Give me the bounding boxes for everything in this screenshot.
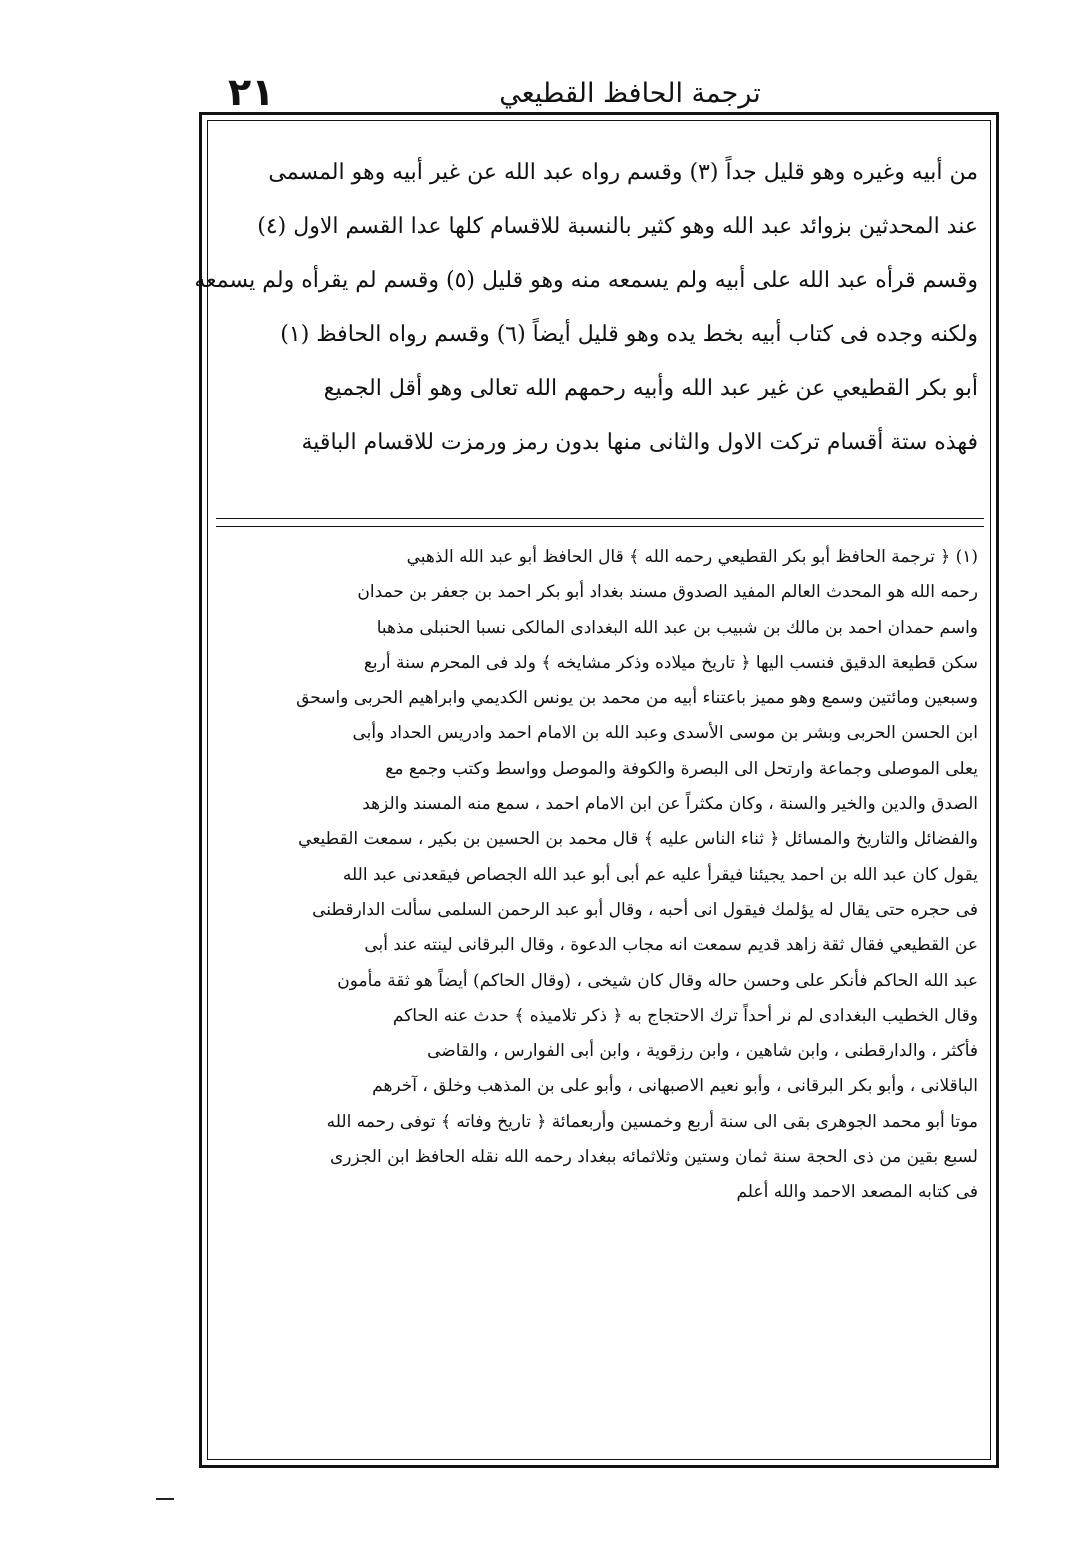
- footnote-line: يعلى الموصلى وجماعة وارتحل الى البصرة والكوفة والموصل وواسط وكتب وجمع مع: [385, 758, 978, 779]
- footnote-line: فى كتابه المصعد الاحمد والله أعلم: [736, 1182, 978, 1203]
- footnote-line: فى حجره حتى يقال له يؤلمك فيقول انى أحبه ، وقال أبو عبد الرحمن السلمى سألت الدارقطنى: [312, 899, 978, 920]
- main-text-line: أبو بكر القطيعي عن غير عبد الله وأبيه رحمهم الله تعالى وهو أقل الجميع: [323, 376, 978, 401]
- main-text-line: من أبيه وغيره وهو قليل جداً (٣) وقسم رواه عبد الله عن غير أبيه وهو المسمى: [268, 160, 978, 185]
- footnote-line: يقول كان عبد الله بن احمد يجيئنا فيقرأ عليه عم أبى أبو عبد الله الجصاص فيقعدنى عبد الله: [342, 864, 978, 885]
- footnote-line: عن القطيعي فقال ثقة زاهد قديم سمعت انه مجاب الدعوة ، وقال البرقانى لينته عند أبى: [364, 935, 978, 956]
- main-text-line: وقسم قرأه عبد الله على أبيه ولم يسمعه منه وهو قليل (٥) وقسم لم يقرأه ولم يسمعه: [194, 268, 978, 293]
- footnote-line: سكن قطيعة الدقيق فنسب اليها ﴿ تاريخ ميلاده وذكر مشايخه ﴾ ولد فى المحرم سنة أربع: [363, 652, 978, 673]
- footnote-line: وسبعين ومائتين وسمع وهو مميز باعتناء أبيه من محمد بن يونس الكديمي وابراهيم الحربى واسحق: [296, 688, 978, 709]
- footnote-line: (١) ﴿ ترجمة الحافظ أبو بكر القطيعي رحمه الله ﴾ قال الحافظ أبو عبد الله الذهبي: [406, 547, 978, 567]
- page-number: ٢١: [228, 70, 275, 114]
- main-text-line: عند المحدثين بزوائد عبد الله وهو كثير بالنسبة للاقسام كلها عدا القسم الاول (٤): [257, 214, 978, 239]
- running-header-title: ترجمة الحافظ القطيعي: [499, 78, 761, 109]
- footnote-line: واسم حمدان احمد بن مالك بن شبيب بن عبد الله البغدادى المالكى نسبا الحنبلى مذهبا: [376, 617, 978, 638]
- main-text-line: فهذه ستة أقسام تركت الاول والثانى منها بدون رمز ورمزت للاقسام الباقية: [301, 430, 978, 455]
- footnote-line: عبد الله الحاكم فأنكر على وحسن حاله وقال كان شيخى ، (وقال الحاكم) أيضاً هو ثقة مأمون: [337, 970, 978, 991]
- footnote-line: والفضائل والتاريخ والمسائل ﴿ ثناء الناس عليه ﴾ قال محمد بن الحسين بن بكير ، سمعت القطيعي: [298, 829, 978, 850]
- footnote-line: وقال الخطيب البغدادى لم نر أحداً ترك الاحتجاج به ﴿ ذكر تلاميذه ﴾ حدث عنه الحاكم: [392, 1005, 978, 1026]
- footnote-separator-bottom: [216, 526, 984, 527]
- footnote-separator-top: [216, 518, 984, 519]
- main-text-line: ولكنه وجده فى كتاب أبيه بخط يده وهو قليل أيضاً (٦) وقسم رواه الحافظ (١): [280, 322, 978, 347]
- footnote-line: الباقلانى ، وأبو بكر البرقانى ، وأبو نعيم الاصبهانى ، وأبو على بن المذهب وخلق ، آخرهم: [372, 1076, 978, 1097]
- main-text: [194, 146, 978, 470]
- footnote-text: [222, 540, 978, 1211]
- footnote-line: فأكثر ، والدارقطنى ، وابن شاهين ، وابن رزقوية ، وابن أبى الفوارس ، والقاضى: [427, 1041, 978, 1062]
- footnote-line: موتا أبو محمد الجوهرى بقى الى سنة أربع وخمسين وأربعمائة ﴿ تاريخ وفاته ﴾ توفى رحمه الله: [326, 1111, 978, 1132]
- footnote-line: ابن الحسن الحربى وبشر بن موسى الأسدى وعبد الله بن الامام احمد وادريس الحداد وأبى: [352, 723, 978, 744]
- footnote-line: الصدق والدين والخير والسنة ، وكان مكثراً عن ابن الامام احمد ، سمع منه المسند والزهد: [362, 794, 978, 815]
- footnote-line: رحمه الله هو المحدث العالم المفيد الصدوق مسند بغداد أبو بكر احمد بن جعفر بن حمدان: [357, 582, 978, 603]
- margin-mark: [156, 1498, 174, 1500]
- footnote-line: لسبع بقين من ذى الحجة سنة ثمان وستين وثلاثمائه ببغداد رحمه الله نقله الحافظ ابن الجزرى: [329, 1147, 978, 1168]
